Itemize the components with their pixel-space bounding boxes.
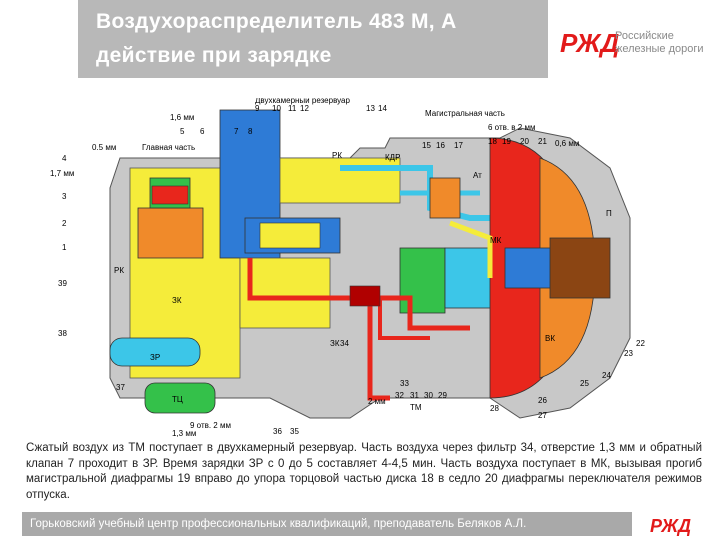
- svg-text:16: 16: [436, 141, 445, 150]
- footer-text: Горьковский учебный центр профессиональных квалификаций, преподаватель Беляков А.Л.: [30, 518, 527, 530]
- svg-text:36: 36: [273, 427, 282, 436]
- svg-text:3: 3: [62, 192, 67, 201]
- zone-at: Ат: [473, 171, 482, 180]
- label-main-part: Главная часть: [142, 143, 196, 152]
- svg-text:15: 15: [422, 141, 431, 150]
- svg-text:27: 27: [538, 411, 547, 420]
- label-dim-06: 0,6 мм: [555, 139, 580, 148]
- header: [0, 0, 720, 78]
- zone-kdr: КДР: [385, 153, 401, 162]
- label-dim-16: 1,6 мм: [170, 113, 195, 122]
- rzd-logo-mark: РЖД: [560, 28, 620, 58]
- svg-text:39: 39: [58, 279, 67, 288]
- zone-rk-left: РК: [114, 266, 124, 275]
- svg-text:23: 23: [624, 349, 633, 358]
- slide-title-line2: действие при зарядке: [96, 44, 332, 67]
- svg-text:28: 28: [490, 404, 499, 413]
- svg-text:2: 2: [62, 219, 67, 228]
- svg-text:5: 5: [180, 127, 185, 136]
- slide-caption: Сжатый воздух из ТМ поступает в двухкамерный резервуар. Часть воздуха через фильтр 34, отверстие 1,3 мм и обратный клапан 7 проходит в ЗР. Время зарядки ЗР с 0 до 5 составляет 4-4,5 мин. Часть воздуха поступает в МК, вызывая прогиб магистральной диафрагмы 19 вправо до упора торцовой частью диска 18 в седло 20 диафрагмы переключателя режимов отпуска.: [26, 442, 702, 501]
- footer-rzd-logo: [646, 514, 708, 536]
- zone-mk: МК: [490, 236, 502, 245]
- svg-text:1: 1: [62, 243, 67, 252]
- zone-zk-left: ЗК: [172, 296, 182, 305]
- svg-text:12: 12: [300, 104, 309, 113]
- label-dim-2: 2 мм: [368, 397, 386, 406]
- logo-text-line2: железные дороги: [615, 43, 704, 55]
- svg-text:14: 14: [378, 104, 387, 113]
- zone-tm: ТМ: [410, 403, 422, 412]
- svg-text:24: 24: [602, 371, 611, 380]
- zone-zr: ЗР: [150, 353, 161, 362]
- label-magistral-part: Магистральная часть: [425, 109, 505, 118]
- svg-text:20: 20: [520, 137, 529, 146]
- svg-text:31: 31: [410, 391, 419, 400]
- svg-text:22: 22: [636, 339, 645, 348]
- svg-text:13: 13: [366, 104, 375, 113]
- zone-zk-mid: ЗК: [330, 339, 340, 348]
- logo-text-line1: Российские: [615, 30, 674, 42]
- slide-title-line1: Воздухораспределитель 483 М, А: [96, 10, 457, 33]
- svg-text:18: 18: [488, 137, 497, 146]
- zone-vk: ВК: [545, 334, 555, 343]
- label-reservoir: Двухкамерный резервуар: [255, 98, 350, 105]
- svg-text:30: 30: [424, 391, 433, 400]
- svg-text:21: 21: [538, 137, 547, 146]
- zone-rk-top: РК: [332, 151, 342, 160]
- svg-text:8: 8: [248, 127, 253, 136]
- svg-text:29: 29: [438, 391, 447, 400]
- svg-text:4: 4: [62, 154, 67, 163]
- svg-text:9: 9: [255, 104, 260, 113]
- zone-tc: ТЦ: [172, 395, 183, 404]
- svg-text:19: 19: [502, 137, 511, 146]
- svg-text:25: 25: [580, 379, 589, 388]
- svg-text:6: 6: [200, 127, 205, 136]
- svg-text:26: 26: [538, 396, 547, 405]
- svg-text:34: 34: [340, 339, 349, 348]
- svg-text:32: 32: [395, 391, 404, 400]
- air-distributor-diagram: [50, 98, 650, 438]
- label-dim-6-2: 6 отв. в 2 мм: [488, 123, 536, 132]
- svg-text:10: 10: [272, 104, 281, 113]
- footer-logo-mark: РЖД: [650, 516, 692, 536]
- svg-text:35: 35: [290, 427, 299, 436]
- label-dim-05: 0.5 мм: [92, 143, 117, 152]
- svg-text:7: 7: [234, 127, 239, 136]
- label-dim-13: 1,3 мм: [172, 429, 197, 438]
- zone-p: П: [606, 209, 612, 218]
- svg-text:38: 38: [58, 329, 67, 338]
- svg-text:33: 33: [400, 379, 409, 388]
- svg-text:37: 37: [116, 383, 125, 392]
- svg-text:11: 11: [288, 104, 297, 113]
- svg-text:17: 17: [454, 141, 463, 150]
- label-dim-17: 1,7 мм: [50, 169, 75, 178]
- label-dim-9: 9 отв. 2 мм: [190, 421, 231, 430]
